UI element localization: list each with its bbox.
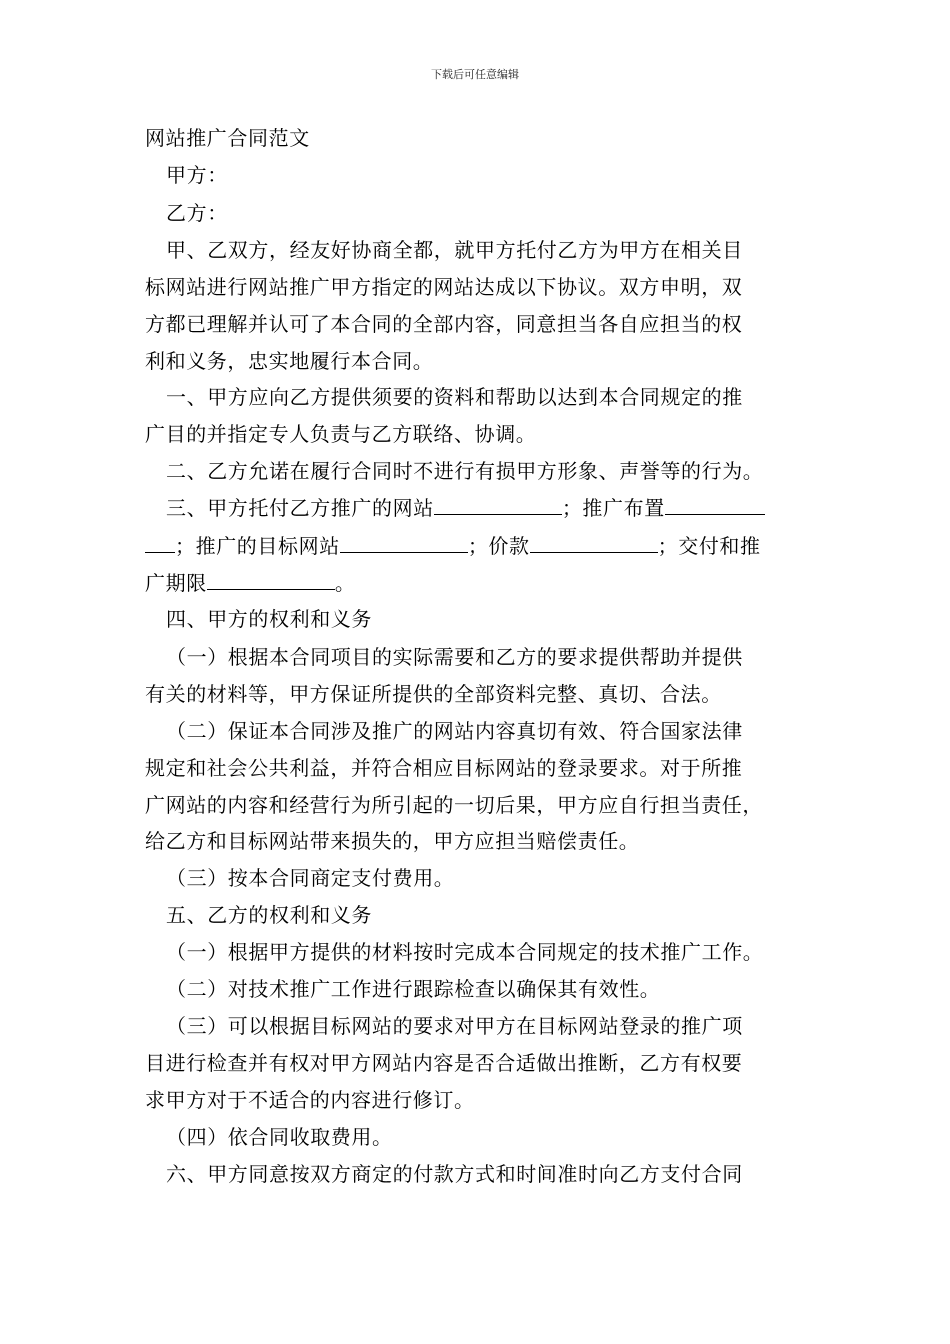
paragraph-line: （四）依合同收取费用。 [166,1125,393,1149]
paragraph-line: 目进行检查并有权对甲方网站内容是否合适做出推断，乙方有权要 [145,1051,743,1075]
paragraph-line: （三）可以根据目标网站的要求对甲方在目标网站登录的推广项 [166,1014,743,1038]
blank-field-period [207,569,335,590]
paragraph-line: 给乙方和目标网站带来损失的，甲方应担当赔偿责任。 [145,829,640,853]
paragraph-line: 二、乙方允诺在履行合同时不进行有损甲方形象、声誉等的行为。 [166,459,764,483]
paragraph-line: 求甲方对于不适合的内容进行修订。 [145,1088,475,1112]
blank-field-arrangement-cont [145,532,175,553]
paragraph-line: （三）按本合同商定支付费用。 [166,866,455,890]
document-title: 网站推广合同范文 [145,126,310,150]
section-heading: 四、甲方的权利和义务 [166,607,372,631]
clause-3-line-1 [166,494,846,521]
party-a-label: 甲方： [166,163,228,187]
paragraph-line: 六、甲方同意按双方商定的付款方式和时间准时向乙方支付合同 [166,1162,743,1186]
blank-field-website [434,494,562,515]
paragraph-line: 规定和社会公共利益，并符合相应目标网站的登录要求。对于所推 [145,756,743,780]
blank-field-target-site [340,532,468,553]
paragraph-line: （一）根据甲方提供的材料按时完成本合同规定的技术推广工作。 [166,940,764,964]
clause-text: 广期限 [145,571,207,595]
clause-text: ；交付和推 [657,534,761,558]
clause-text: 。 [334,571,356,595]
paragraph-line: （二）保证本合同涉及推广的网站内容真切有效、符合国家法律 [166,719,743,743]
page-header-note: 下载后可任意编辑 [431,68,519,81]
paragraph-line: 利和义务，忠实地履行本合同。 [145,349,434,373]
clause-text: ；推广的目标网站 [175,534,340,558]
clause-3-line-3 [145,569,825,596]
section-heading: 五、乙方的权利和义务 [166,903,372,927]
clause-text: 三、甲方托付乙方推广的网站 [166,496,434,520]
party-b-label: 乙方： [166,201,228,225]
paragraph-line: 一、甲方应向乙方提供须要的资料和帮助以达到本合同规定的推 [166,385,743,409]
paragraph-line: 有关的材料等，甲方保证所提供的全部资料完整、真切、合法。 [145,682,722,706]
blank-field-arrangement [665,494,765,515]
clause-text: ；推广布置 [561,496,665,520]
paragraph-line: 甲、乙双方，经友好协商全都，就甲方托付乙方为甲方在相关目 [166,238,743,262]
clause-text: ；价款 [467,534,530,558]
paragraph-line: 标网站进行网站推广甲方指定的网站达成以下协议。双方申明，双 [145,275,743,299]
paragraph-line: （二）对技术推广工作进行跟踪检查以确保其有效性。 [166,977,661,1001]
paragraph-line: （一）根据本合同项目的实际需要和乙方的要求提供帮助并提供 [166,645,743,669]
paragraph-line: 广网站的内容和经营行为所引起的一切后果，甲方应自行担当责任， [145,793,763,817]
clause-3-line-2 [145,532,825,559]
paragraph-line: 广目的并指定专人负责与乙方联络、协调。 [145,422,537,446]
paragraph-line: 方都已理解并认可了本合同的全部内容，同意担当各自应担当的权 [145,312,743,336]
blank-field-price [530,532,658,553]
